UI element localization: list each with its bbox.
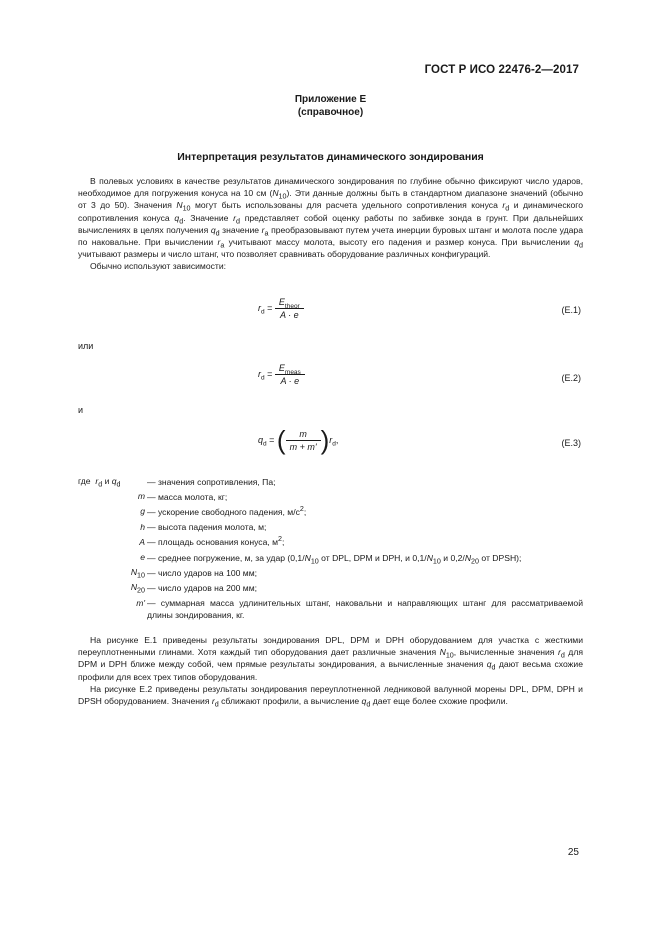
legend-row: g — ускорение свободного падения, $м/с^2$; [140,505,307,517]
formula-number-e3: (E.3) [561,438,581,448]
legend-row: $N_{10}$ — число ударов на 100 мм; [130,567,257,580]
formula-e3: $q_d$ = ( $\frac{m}{m + m'}$ )$r_d$, [258,425,339,455]
legend-row: e — среднее погружение, м, за удар ($0,1/N_{10}$ от DPL, DPM и DPH, и $0,1/N_{10}$ и $0,2/N_{20}$ от DPSH); [140,552,522,566]
legend-row: A — площадь основания конуса, $м^2$; [139,535,285,548]
legend-row: где $r_d$ и $q_d$ — значения сопротивления, Па; [78,476,276,489]
legend-row: m — масса молота, кг; [137,491,228,502]
page-number: 25 [567,847,579,858]
formula-number-e1: (E.1) [561,305,581,315]
document-header: ГОСТ Р ИСО 22476-2—2017 [424,64,579,76]
paragraph-text: Обычно используют зависимости: [90,261,227,272]
legend-row: h — высота падения молота, м; [140,521,267,533]
formula-number-e2: (E.2) [561,373,581,383]
annex-heading [0,93,661,119]
formula-e2: $r_d$ = $\frac{E_{meas}}{A \cdot e}$ [258,362,305,387]
conjunction-and: и [78,405,84,415]
intro-paragraph [78,175,583,273]
annex-subtitle: (справочное) [297,107,364,118]
results-paragraphs [78,634,583,707]
paragraph-text: На рисунке Е.2 приведены результаты зондирования переуплотненной ледниковой валунной морены DPL, DPM, DPH и DPSH оборудованием. Значения $r_d$ сближают профили, а вычисление $q_d$ дает еще более схожие профили. [78,683,583,709]
section-title: Интерпретация результатов динамического зондирования [177,151,484,163]
symbol-legend [78,474,583,623]
paragraph-text: В полевых условиях в качестве результатов динамического зондирования по глубине обычно фиксируют число ударов, необходимое для погружения конуса на 10 см $(N_{10})$. Эти данные должны быть в стандартном диапазоне значений (обычно от 3 до 50). Значения $N_{10}$ могут быть использованы для расчета удельного сопротивления конуса $r_d$ и динамического сопротивления конуса $q_d$. Значение $r_d$ представляет собой оценку работы по забивке зонда в грунт. При дальнейших вычислениях в целях получения $q_d$ значение $r_a$ преобразовывают путем учета инерции буровых штанг и молота после удара по наковальне. При вычислении $r_a$ учитывают массу молота, высоту его падения и размер конуса. При вычислении $q_d$ учитывают размеры и число штанг, что позволяет сравнивать оборудование различных конфигураций. [78,176,583,260]
legend-row: $N_{20}$ — число ударов на 200 мм; [130,582,257,596]
formula-e1: $r_d$ = $\frac{E_{theor}}{A \cdot e}$ [258,296,304,321]
paragraph-text: На рисунке Е.1 приведены результаты зондирования DPL, DPM и DPH оборудованием для участка с жесткими переуплотненными глинами. Хотя каждый тип оборудования дает различные значения $N_{10}$, вычисленные значения $r_d$ для DPM и DPH ближе между собой, чем прямые результаты зондирования, а вычисленные значения $q_d$ дают весьма схожие профили для всех трех типов оборудования. [78,635,583,682]
conjunction-or: или [78,341,94,351]
legend-row: m' — суммарная масса удлинительных штанг, наковальни и направляющих штанг для рассматриваемой длины зондирования, кг. [136,597,583,621]
annex-title: Приложение Е [294,94,367,105]
